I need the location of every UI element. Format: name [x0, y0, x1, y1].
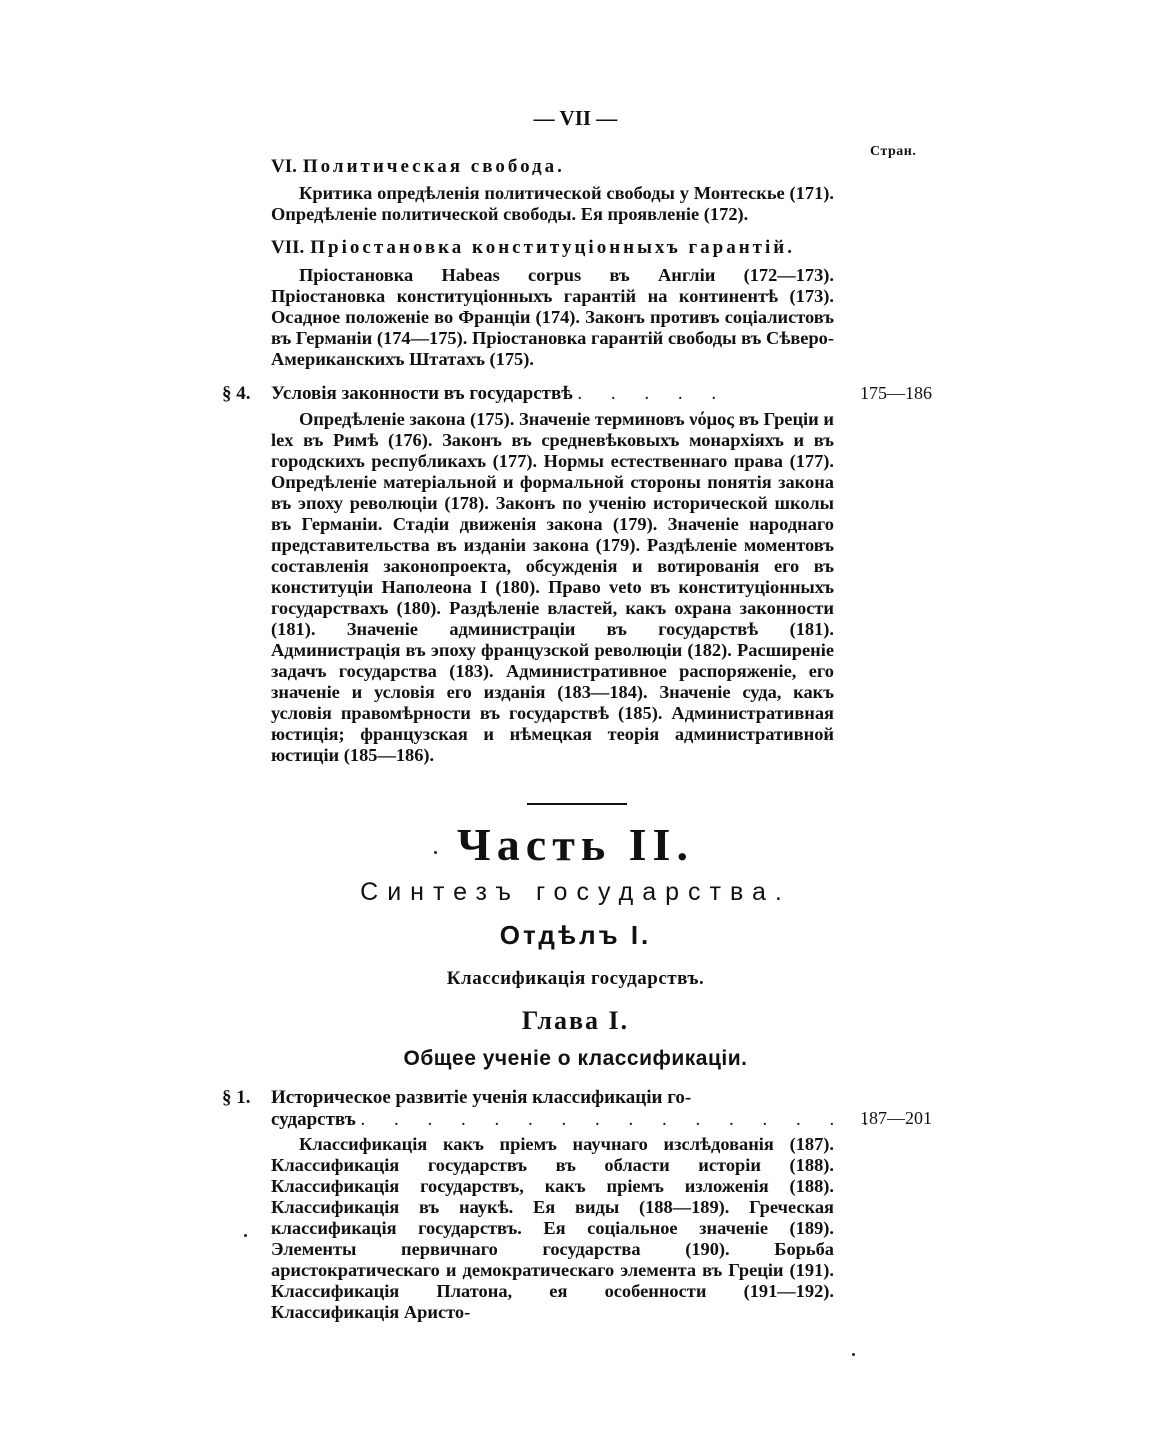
- leader-dots: . . . . .: [577, 383, 729, 404]
- section-1-pages: 187—201: [860, 1108, 932, 1128]
- section-mark: § 4.: [222, 383, 251, 404]
- subsection-number: VII.: [271, 237, 305, 258]
- division-title: Отдѣлъ I.: [499, 920, 652, 950]
- subsection-heading-vi: [271, 156, 841, 178]
- subsection-title: Пріостановка конституціонныхъ гарантій.: [310, 237, 795, 258]
- section-title-text: Историческое развитіе ученія классификаціи го-: [271, 1087, 692, 1108]
- section-title-text: сударствъ: [271, 1109, 356, 1130]
- subsection-number: VI.: [271, 156, 297, 177]
- section-1-title-line1: [222, 1087, 691, 1109]
- section-title-text: Условія законности въ государствѣ: [271, 383, 573, 404]
- subsection-summary-vi: Критика опредѣленія политической свободы у Монтескье (171). Опредѣленіе политической свободы. Ея проявленіе (172).: [271, 183, 834, 224]
- section-1-title-line2: [271, 1109, 880, 1131]
- subsection-title: Политическая свобода.: [302, 156, 565, 177]
- subsection-summary-vii: Пріостановка Habeas corpus въ Англіи (172—173). Пріостановка конституціонныхъ гарантій на континентѣ (173). Осадное положеніе во Франціи (174). Законъ противъ соціалистовъ въ Германіи (174—175). Пріостановка гарантій свободы въ Сѣверо-Американскихъ Штатахъ (175).: [271, 265, 834, 369]
- print-speck: [434, 851, 437, 854]
- chapter-subtitle: Общее ученіе о классификаціи.: [403, 1047, 748, 1070]
- print-speck: [244, 1234, 247, 1237]
- subsection-heading-vii: [271, 237, 841, 259]
- part-title: Часть II.: [457, 819, 694, 870]
- chapter-title: Глава I.: [521, 1006, 630, 1035]
- pages-column-label: Стран.: [870, 144, 917, 159]
- section-mark: § 1.: [222, 1087, 251, 1108]
- section-1-summary: Классификація какъ пріемъ научнаго изслѣдованія (187). Классификація государствъ въ области исторіи (188). Классификація государствъ, какъ пріемъ изложенія (188). Классификація въ наукѣ. Ея виды (188—189). Греческая классификація государствъ. Ея соціальное значеніе (189). Элементы первичнаго государства (190). Борьба аристократическаго и демократическаго элемента въ Греціи (191). Классификація Платона, ея особенности (191—192). Классификація Аристо-: [271, 1134, 834, 1322]
- section-4-title: [222, 383, 728, 405]
- part-subtitle: Синтезъ государства.: [360, 878, 791, 906]
- divider-rule: [527, 803, 627, 805]
- division-subtitle: Классификація государствъ.: [446, 968, 705, 989]
- leader-dots: . . . . . . . . . . . . . . . .: [360, 1109, 880, 1130]
- section-4-pages: 175—186: [860, 383, 932, 403]
- page-number: — VII —: [533, 106, 618, 130]
- section-4-summary: Опредѣленіе закона (175). Значеніе терминовъ νόμος въ Греціи и lex въ Римѣ (176). Законъ въ средневѣковыхъ монархіяхъ и въ городскихъ республикахъ (177). Нормы естественнаго права (177). Опредѣленіе матеріальной и формальной стороны понятія закона въ эпоху революціи (178). Законъ по ученію исторической школы въ Германіи. Стадіи движенія закона (179). Значеніе народнаго представительства въ изданіи закона (179). Раздѣленіе моментовъ составленія законопроекта, обсужденія и вотированія его въ конституціи Наполеона I (180). Право veto въ конституціонныхъ государствахъ (180). Раздѣленіе властей, какъ охрана законности (181). Значеніе администраціи въ государствѣ (181). Администрація въ эпоху французской революціи (182). Расширеніе задачъ государства (183). Административное распоряженіе, его значеніе и условія его изданія (183—184). Значеніе суда, какъ условія правомѣрности въ государствѣ (185). Административная юстиція; французская и нѣмецкая теорія административной юстиціи (185—186).: [271, 409, 834, 765]
- print-speck: [852, 1353, 855, 1356]
